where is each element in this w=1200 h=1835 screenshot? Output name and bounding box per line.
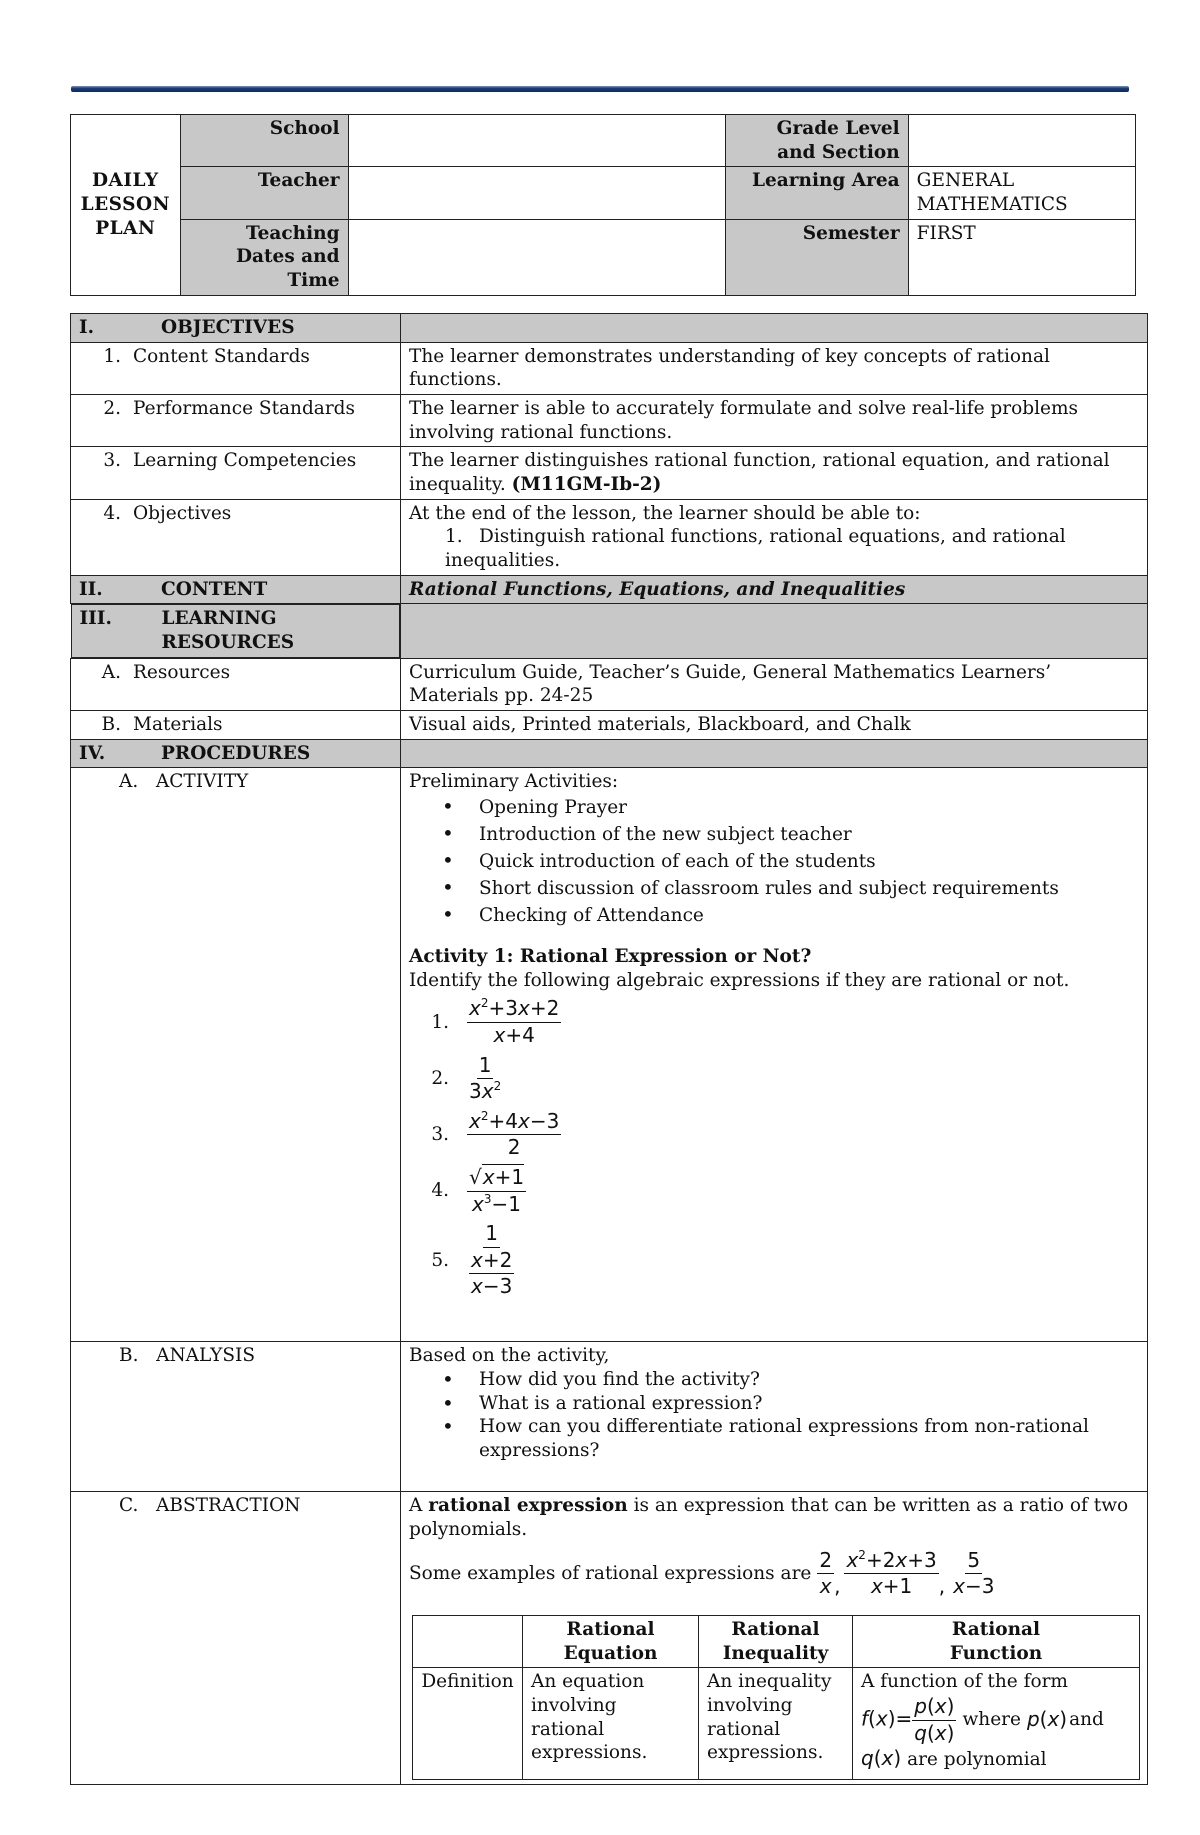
grade-label: Grade Level and Section xyxy=(725,115,908,167)
content-standards-row xyxy=(71,342,1148,394)
row-label: Content Standards xyxy=(133,345,310,367)
abstraction-definition xyxy=(409,1494,1139,1541)
function-q: q(x) xyxy=(861,1746,902,1771)
objective-item: Distinguish rational functions, rational equations, and rational inequalities. xyxy=(445,526,1066,572)
examples-text: Some examples of rational expressions are xyxy=(409,1563,812,1585)
teaching-dates-label: Teaching Dates and Time xyxy=(180,219,348,295)
row-number: 2. xyxy=(103,398,121,420)
analysis-label: B. ANALYSIS xyxy=(71,1342,401,1492)
abstraction-label: C. ABSTRACTION xyxy=(71,1492,401,1785)
resources-row xyxy=(71,658,1148,710)
row-definition-label: Definition xyxy=(413,1668,523,1780)
fraction: $\frac{x^2+2x+3}{x+1}$ xyxy=(846,1547,937,1599)
fraction: $\frac{x^2+3x+2}{x+4}$ xyxy=(469,996,560,1048)
teacher-value xyxy=(348,167,725,219)
row-label: Performance Standards xyxy=(133,398,356,420)
expression-3 xyxy=(409,1109,1139,1161)
grade-value xyxy=(908,115,1135,167)
row-label: Learning Competencies xyxy=(133,450,357,472)
expression-1 xyxy=(409,996,1139,1048)
list-item: • What is a rational expression? xyxy=(479,1392,1139,1416)
section-content xyxy=(71,575,1148,604)
col-rational-inequality: Rational Inequality xyxy=(699,1615,853,1667)
function-text: are polynomial xyxy=(907,1749,1047,1771)
teaching-dates-value xyxy=(348,219,725,295)
section-heading: CONTENT xyxy=(161,578,268,600)
function-text: A function of the form xyxy=(861,1671,1068,1693)
semester-value: FIRST xyxy=(908,219,1135,295)
section-heading: PROCEDURES xyxy=(161,742,311,764)
materials-row xyxy=(71,711,1148,740)
objectives-intro: At the end of the lesson, the learner should be able to: xyxy=(409,502,921,524)
content-title: Rational Functions, Equations, and Inequalities xyxy=(401,575,1148,604)
function-text: where xyxy=(962,1709,1021,1731)
learning-competencies-row xyxy=(71,447,1148,499)
preliminary-list xyxy=(409,794,1139,929)
dlp-title: DAILY LESSON PLAN xyxy=(71,115,181,296)
section-heading: OBJECTIVES xyxy=(161,317,295,338)
row-letter: A. xyxy=(101,661,121,683)
school-value xyxy=(348,115,725,167)
list-item: • Introduction of the new subject teacher xyxy=(479,821,1139,848)
section-heading: LEARNING RESOURCES xyxy=(161,608,295,654)
section-numeral: IV. xyxy=(79,742,106,764)
complex-fraction: $\frac{\frac{1}{x+2}}{x-3}$ xyxy=(471,1221,513,1299)
lesson-plan-body xyxy=(70,313,1148,1785)
comparison-table xyxy=(412,1615,1140,1780)
expression-4 xyxy=(409,1165,1139,1217)
inequality-definition: An inequality involving rational expressions. xyxy=(699,1668,853,1780)
row-number: 3. xyxy=(103,450,121,472)
content-standards-text: The learner demonstrates understanding of key concepts of rational functions. xyxy=(401,342,1148,394)
function-definition xyxy=(853,1668,1140,1780)
definition-text: A xyxy=(409,1495,423,1517)
materials-text: Visual aids, Printed materials, Blackboard, and Chalk xyxy=(401,711,1148,740)
list-item: • How can you differentiate rational expressions from non-rational expressions? xyxy=(479,1415,1139,1462)
semester-label: Semester xyxy=(725,219,908,295)
row-number: 1. xyxy=(103,345,121,367)
expression-number: 4. xyxy=(431,1180,449,1202)
expression-number: 1. xyxy=(431,1011,449,1033)
fraction: $\frac{2}{x}$ xyxy=(819,1547,833,1599)
function-p: p(x) xyxy=(1026,1707,1068,1732)
row-number: 4. xyxy=(103,502,121,524)
definition-term: rational expression xyxy=(428,1495,628,1517)
lesson-plan-header xyxy=(70,114,1136,296)
list-item: • How did you find the activity? xyxy=(479,1368,1139,1392)
activity-label: A. ACTIVITY xyxy=(71,768,401,1342)
function-text: and xyxy=(1069,1709,1104,1731)
section-learning-resources xyxy=(71,604,1148,658)
definition-text: is an expression that can be written as a ratio of two polynomials. xyxy=(409,1495,1129,1541)
section-procedures xyxy=(71,739,1148,768)
row-label: Objectives xyxy=(133,502,232,524)
activity-row xyxy=(71,768,1148,1342)
fraction: $\frac{5}{x-3}$ xyxy=(953,1547,995,1599)
competency-code: (M11GM-Ib-2) xyxy=(511,474,662,496)
example-expressions: $\frac{2}{x}$ , $\frac{x^2+2x+3}{x+1}$ , $\frac{5}{x-3}$ xyxy=(819,1547,995,1599)
expression-number: 3. xyxy=(431,1124,449,1146)
fraction: $\frac{x^2+4x-3}{2}$ xyxy=(469,1108,560,1160)
learning-area-value: GENERAL MATHEMATICS xyxy=(908,167,1135,219)
section-numeral: I. xyxy=(79,317,95,338)
section-objectives xyxy=(71,314,1148,343)
expression-2 xyxy=(409,1053,1139,1105)
analysis-row xyxy=(71,1342,1148,1492)
school-label: School xyxy=(180,115,348,167)
fraction: $\frac{1}{3x^2}$ xyxy=(469,1052,502,1104)
teacher-label: Teacher xyxy=(180,167,348,219)
performance-standards-row xyxy=(71,395,1148,447)
list-item: • Quick introduction of each of the students xyxy=(479,848,1139,875)
equation-definition: An equation involving rational expressions. xyxy=(523,1668,699,1780)
list-item: • Opening Prayer xyxy=(479,794,1139,821)
row-letter: B. xyxy=(101,714,121,736)
activity1-title: Activity 1: Rational Expression or Not? xyxy=(409,946,812,968)
row-label: Materials xyxy=(133,714,223,736)
row-label: Resources xyxy=(133,661,231,683)
list-item: • Checking of Attendance xyxy=(479,902,1139,929)
col-rational-function: Rational Function xyxy=(853,1615,1140,1667)
learning-area-label: Learning Area xyxy=(725,167,908,219)
preliminary-title: Preliminary Activities: xyxy=(409,771,619,793)
expression-number: 5. xyxy=(431,1249,449,1271)
section-numeral: III. xyxy=(79,608,112,630)
resources-text: Curriculum Guide, Teacher’s Guide, General Mathematics Learners’ Materials pp. 24-25 xyxy=(401,658,1148,710)
header-rule xyxy=(71,86,1129,92)
analysis-intro: Based on the activity, xyxy=(409,1345,610,1367)
blank-header xyxy=(413,1615,523,1667)
activity1-instruction: Identify the following algebraic expressions if they are rational or not. xyxy=(409,969,1070,991)
fraction: $\frac{√x+1}{x^3-1}$ xyxy=(469,1165,525,1216)
analysis-list xyxy=(409,1368,1139,1463)
function-formula: f(x)= $\frac{p(x)}{q(x)}$ xyxy=(861,1693,955,1745)
list-item: • Short discussion of classroom rules and subject requirements xyxy=(479,875,1139,902)
objectives-row xyxy=(71,499,1148,575)
competencies-text: The learner distinguishes rational function, rational equation, and rational inequality. xyxy=(409,450,1110,496)
section-numeral: II. xyxy=(79,578,103,600)
expression-5 xyxy=(409,1221,1139,1300)
performance-standards-text: The learner is able to accurately formulate and solve real-life problems involving rational functions. xyxy=(401,395,1148,447)
col-rational-equation: Rational Equation xyxy=(523,1615,699,1667)
examples-line xyxy=(409,1548,1139,1600)
expression-number: 2. xyxy=(431,1067,449,1089)
objective-number: 1. xyxy=(445,526,463,548)
abstraction-row xyxy=(71,1492,1148,1785)
